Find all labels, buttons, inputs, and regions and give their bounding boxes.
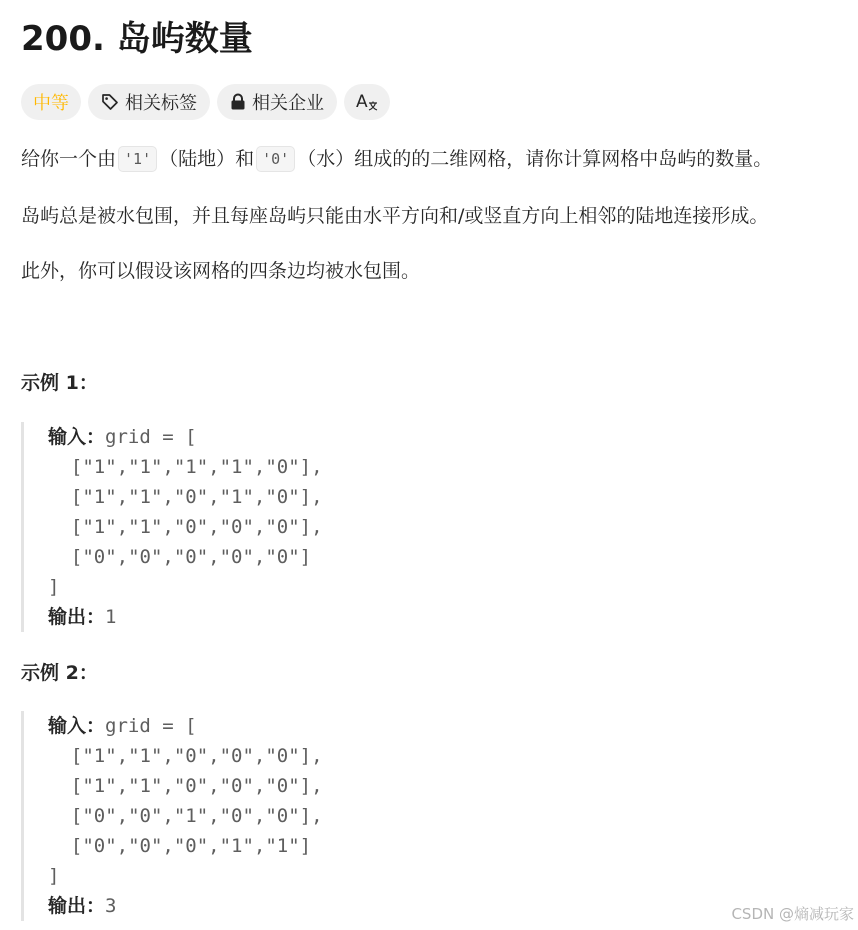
example-input-line <box>48 711 521 741</box>
inline-code-water: '0' <box>256 146 295 172</box>
problem-title: 200. 岛屿数量 <box>21 19 253 59</box>
output-value: 1 <box>105 606 117 628</box>
description-paragraph-3: 此外，你可以假设该网格的四条边均被水包围。 <box>21 260 421 282</box>
difficulty-label: 中等 <box>33 93 69 114</box>
example-1-heading: 示例 1： <box>21 372 98 394</box>
example-2-block <box>21 711 521 921</box>
grid-row: ["1","1","0","0","0"], <box>48 745 323 767</box>
grid-row: ["0","0","1","0","0"], <box>48 805 323 827</box>
grid-row: ["1","1","1","1","0"], <box>48 456 323 478</box>
difficulty-badge <box>21 84 81 120</box>
description-paragraph-1: 给你一个由 '1' （陆地）和 '0' （水）组成的的二维网格，请你计算网格中岛屿的数量。 <box>21 148 773 170</box>
grid-row: ["0","0","0","1","1"] <box>48 835 312 857</box>
output-label: 输出： <box>48 895 106 917</box>
tag-icon <box>101 93 119 111</box>
grid-row: ["0","0","0","0","0"] <box>48 546 312 568</box>
grid-row: ["1","1","0","1","0"], <box>48 486 323 508</box>
output-label: 输出： <box>48 606 106 628</box>
grid-row: ["1","1","0","0","0"], <box>48 516 323 538</box>
example-2-heading: 示例 2： <box>21 662 98 684</box>
inline-code-land: '1' <box>118 146 157 172</box>
grid-row: ["1","1","0","0","0"], <box>48 775 323 797</box>
related-tags-label: 相关标签 <box>125 93 197 114</box>
example-output-line <box>48 602 521 632</box>
example-output-line <box>48 891 521 921</box>
related-companies-button[interactable] <box>217 84 337 120</box>
example-1-block <box>21 422 521 632</box>
input-value: grid = [ <box>105 715 197 737</box>
translate-icon: A <box>356 92 378 112</box>
description-paragraph-2: 岛屿总是被水包围，并且每座岛屿只能由水平方向和/或竖直方向上相邻的陆地连接形成。 <box>21 205 769 227</box>
output-value: 3 <box>105 895 117 917</box>
related-tags-button[interactable] <box>88 84 210 120</box>
input-value: grid = [ <box>105 426 197 448</box>
grid-close-bracket: ] <box>48 865 60 887</box>
tag-bar <box>21 84 390 120</box>
watermark: CSDN @熵减玩家 <box>731 905 854 923</box>
input-label: 输入： <box>48 715 106 737</box>
translate-button[interactable] <box>344 84 390 120</box>
example-input-line <box>48 422 521 452</box>
grid-close-bracket: ] <box>48 576 60 598</box>
related-companies-label: 相关企业 <box>252 93 324 114</box>
lock-icon <box>230 93 246 111</box>
input-label: 输入： <box>48 426 106 448</box>
